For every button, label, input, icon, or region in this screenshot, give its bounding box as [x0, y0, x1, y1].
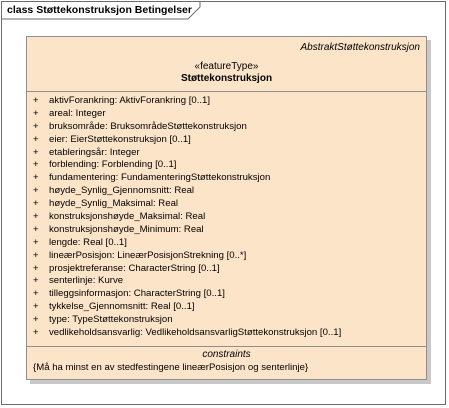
attribute-text: forblending: Forblending [0..1]	[49, 159, 177, 171]
attribute-row[interactable]	[27, 314, 426, 327]
attribute-text: prosjektreferanse: CharacterString [0..1]	[49, 262, 220, 274]
attribute-row[interactable]	[27, 159, 426, 172]
class-stereotype: «featureType»	[194, 61, 259, 72]
visibility-marker: +	[33, 133, 39, 145]
visibility-marker: +	[33, 146, 39, 158]
attribute-row[interactable]	[27, 250, 426, 263]
attribute-text: høyde_Synlig_Maksimal: Real	[49, 198, 179, 210]
attribute-row[interactable]	[27, 327, 426, 340]
attribute-row[interactable]	[27, 198, 426, 211]
attribute-text: bruksområde: BruksområdeStøttekonstruksjon	[49, 120, 247, 132]
attribute-text: type: TypeStøttekonstruksjon	[49, 314, 173, 326]
attribute-row[interactable]	[27, 121, 426, 134]
visibility-marker: +	[33, 172, 39, 184]
visibility-marker: +	[33, 262, 39, 274]
attribute-row[interactable]	[27, 275, 426, 288]
attribute-text: senterlinje: Kurve	[49, 275, 124, 287]
attribute-separator	[27, 91, 426, 92]
attribute-text: høyde_Synlig_Gjennomsnitt: Real	[49, 185, 195, 197]
attribute-text: konstruksjonshøyde_Minimum: Real	[49, 223, 204, 235]
visibility-marker: +	[33, 275, 39, 287]
visibility-marker: +	[33, 288, 39, 300]
class-name: Støttekonstruksjon	[180, 73, 273, 84]
visibility-marker: +	[33, 211, 39, 223]
attribute-text: konstruksjonshøyde_Maksimal: Real	[49, 211, 206, 223]
visibility-marker: +	[33, 95, 39, 106]
visibility-marker: +	[33, 327, 39, 339]
attribute-text: aktivForankring: AktivForankring [0..1]	[49, 95, 211, 106]
attribute-text: fundamentering: FundamenteringStøttekonstruksjon	[49, 172, 271, 184]
attribute-row[interactable]	[27, 134, 426, 147]
attribute-row[interactable]	[27, 263, 426, 276]
visibility-marker: +	[33, 314, 39, 326]
attribute-text: tykkelse_Gjennomsnitt: Real [0..1]	[49, 301, 195, 313]
visibility-marker: +	[33, 236, 39, 248]
attribute-list	[27, 95, 426, 340]
visibility-marker: +	[33, 198, 39, 210]
constraints-heading: constraints	[202, 349, 251, 360]
attribute-text: etableringsår: Integer	[49, 146, 140, 158]
visibility-marker: +	[33, 120, 39, 132]
attribute-row[interactable]	[27, 172, 426, 185]
constraint-separator	[27, 346, 426, 347]
visibility-marker: +	[33, 249, 39, 261]
constraint-text: {Må ha minst en av stedfestingene lineærPosisjon og senterlinje}	[33, 362, 309, 373]
attribute-text: eier: EierStøttekonstruksjon [0..1]	[49, 133, 191, 145]
attribute-row[interactable]	[27, 211, 426, 224]
attribute-row[interactable]	[27, 108, 426, 121]
attribute-row[interactable]	[27, 147, 426, 160]
visibility-marker: +	[33, 185, 39, 197]
class-box[interactable]	[26, 36, 427, 380]
visibility-marker: +	[33, 107, 39, 119]
attribute-text: lengde: Real [0..1]	[49, 236, 127, 248]
diagram-title: class Støttekonstruksjon Betingelser	[7, 4, 192, 16]
attribute-text: lineærPosisjon: LineærPosisjonStrekning [0..*]	[49, 249, 247, 261]
attribute-text: tilleggsinformasjon: CharacterString [0..1]	[49, 288, 225, 300]
attribute-row[interactable]	[27, 95, 426, 108]
attribute-row[interactable]	[27, 224, 426, 237]
attribute-text: areal: Integer	[49, 107, 106, 119]
attribute-row[interactable]	[27, 288, 426, 301]
attribute-row[interactable]	[27, 237, 426, 250]
visibility-marker: +	[33, 301, 39, 313]
attribute-row[interactable]	[27, 185, 426, 198]
diagram-frame	[1, 1, 446, 405]
visibility-marker: +	[33, 159, 39, 171]
attribute-row[interactable]	[27, 301, 426, 314]
abstract-parent-label: AbstraktStøttekonstruksjon	[300, 42, 420, 53]
visibility-marker: +	[33, 223, 39, 235]
attribute-text: vedlikeholdsansvarlig: VedlikeholdsansvarligStøttekonstruksjon [0..1]	[49, 327, 342, 339]
